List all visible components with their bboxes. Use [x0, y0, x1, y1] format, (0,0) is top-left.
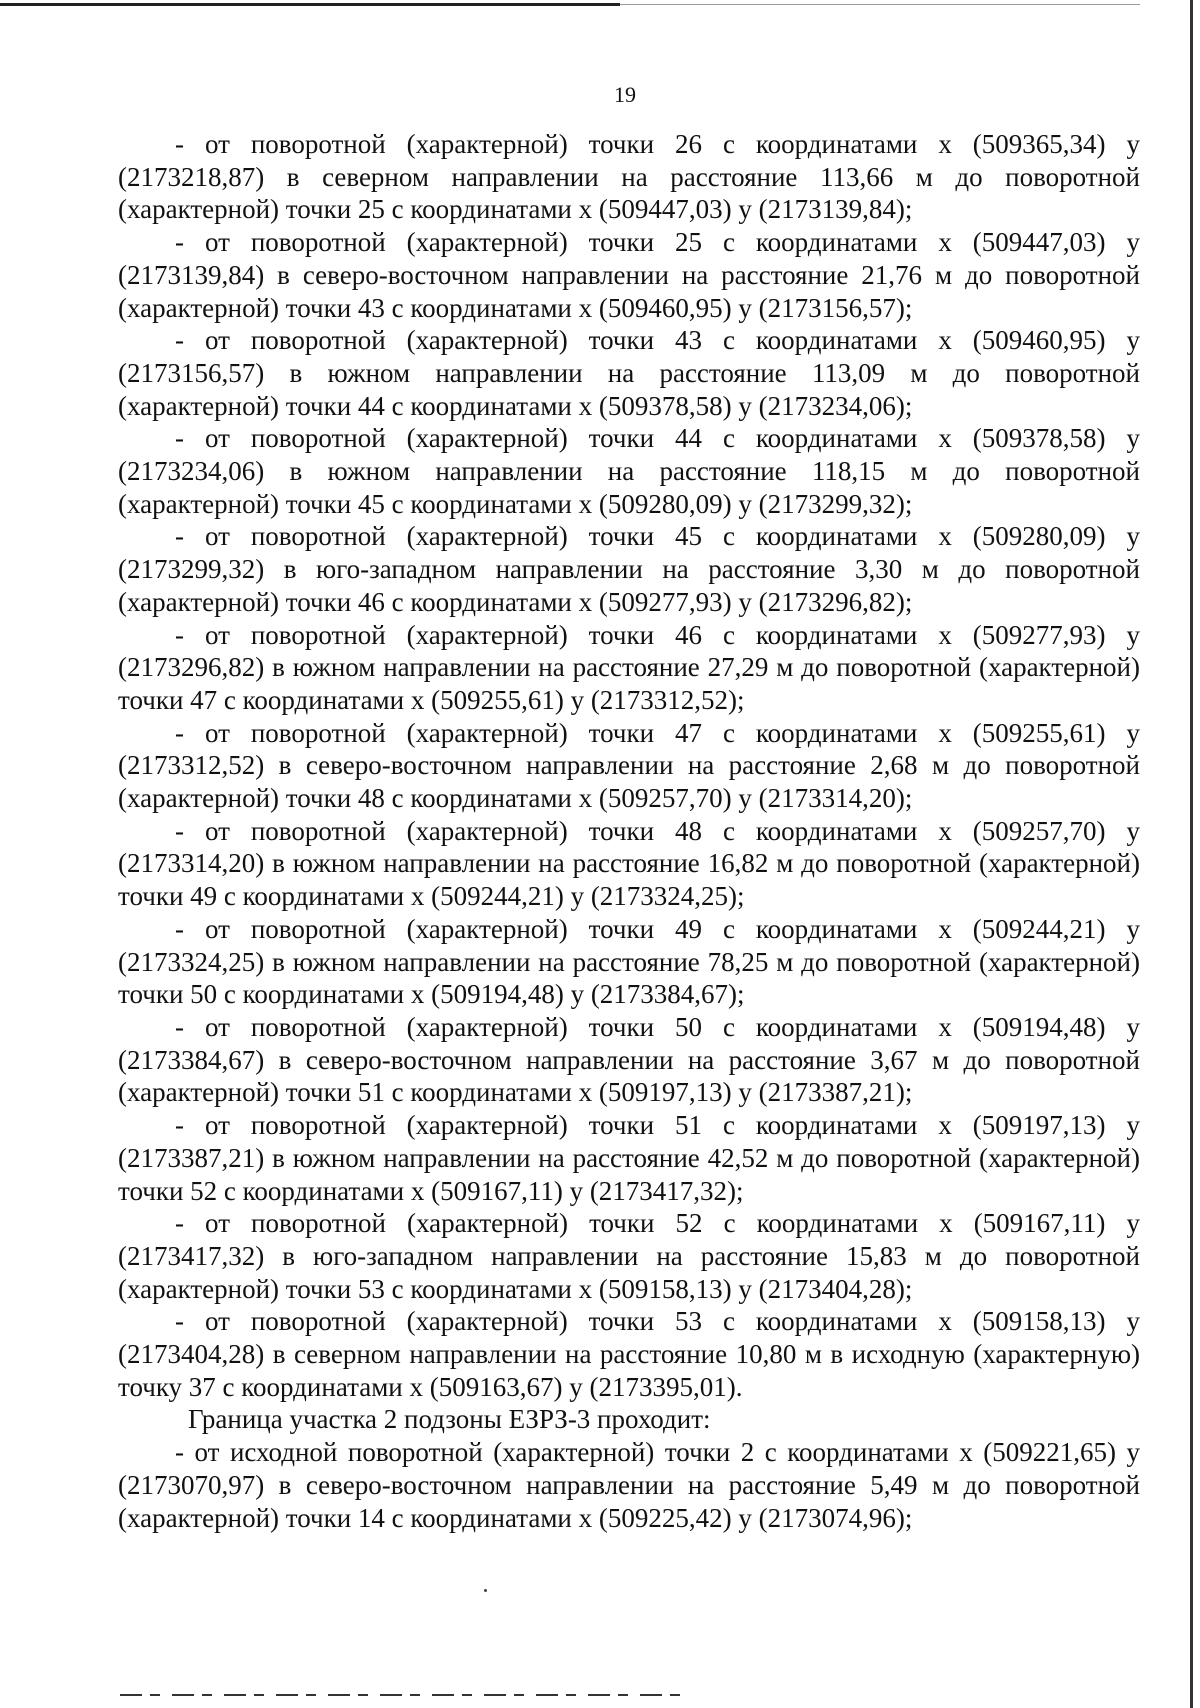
boundary-segment-47-48: - от поворотной (характерной) точки 47 с координатами x (509255,61) y (2173312,52) в северо-восточном направлении на расстояние 2,68 м до поворотной (характерной) точки 48 с координатами x (509257,70) y (2173314,20); [118, 717, 1140, 814]
boundary-segment-25-43: - от поворотной (характерной) точки 25 с координатами x (509447,03) y (2173139,84) в северо-восточном направлении на расстояние 21,76 м до поворотной (характерной) точки 43 с координатами x (509460,95) y (2173156,57); [118, 227, 1140, 323]
boundary-segment-26-25: - от поворотной (характерной) точки 26 с координатами x (509365,34) y (2173218,87) в северном направлении на расстояние 113,66 м до поворотной (характерной) точки 25 с координатами x (509447,03) y (2173139,84); [118, 129, 1140, 225]
boundary-segment-51-52: - от поворотной (характерной) точки 51 с координатами x (509197,13) y (2173387,21) в южном направлении на расстояние 42,52 м до поворотной (характерной) точки 52 с координатами x (509167,11) y (2173417,32); [118, 1110, 1140, 1206]
scan-edge-bottom [120, 1694, 680, 1696]
scan-speck [484, 1589, 487, 1592]
boundary-segment-43-44: - от поворотной (характерной) точки 43 с координатами x (509460,95) y (2173156,57) в южном направлении на расстояние 113,09 м до поворотной (характерной) точки 44 с координатами x (509378,58) y (2173234,06); [118, 325, 1140, 421]
scan-edge-top [0, 3, 620, 6]
boundary-segment-50-51: - от поворотной (характерной) точки 50 с координатами x (509194,48) y (2173384,67) в северо-восточном направлении на расстояние 3,67 м до поворотной (характерной) точки 51 с координатами x (509197,13) y (2173387,21); [118, 1011, 1140, 1108]
boundary-segment-53-37: - от поворотной (характерной) точки 53 с координатами x (509158,13) y (2173404,28) в северном направлении на расстояние 10,80 м в исходную (характерную) точку 37 с координатами x (509163,67) y (2173395,01). [118, 1306, 1140, 1402]
boundary-segment-49-50: - от поворотной (характерной) точки 49 с координатами x (509244,21) y (2173324,25) в южном направлении на расстояние 78,25 м до поворотной (характерной) точки 50 с координатами x (509194,48) y (2173384,67); [118, 913, 1140, 1010]
boundary-segment-2-14: - от исходной поворотной (характерной) точки 2 с координатами x (509221,65) y (2173070,97) в северо-восточном направлении на расстояние 5,49 м до поворотной (характерной) точки 14 с координатами x (509225,42) y (2173074,96); [118, 1437, 1140, 1533]
boundary-segment-44-45: - от поворотной (характерной) точки 44 с координатами x (509378,58) y (2173234,06) в южном направлении на расстояние 118,15 м до поворотной (характерной) точки 45 с координатами x (509280,09) y (2173299,32); [118, 423, 1140, 519]
page-number: 19 [614, 82, 636, 107]
boundary-segment-46-47: - от поворотной (характерной) точки 46 с координатами x (509277,93) y (2173296,82) в южном направлении на расстояние 27,29 м до поворотной (характерной) точки 47 с координатами x (509255,61) y (2173312,52); [118, 619, 1140, 715]
section-heading: Граница участка 2 подзоны ЕЗРЗ-3 проходит: [188, 1404, 711, 1435]
scan-edge-right [1190, 0, 1193, 1708]
scan-edge-top-thin [620, 4, 1140, 5]
document-body [118, 128, 1140, 1534]
boundary-segment-52-53: - от поворотной (характерной) точки 52 с координатами x (509167,11) y (2173417,32) в юго-западном направлении на расстояние 15,83 м до поворотной (характерной) точки 53 с координатами x (509158,13) y (2173404,28); [118, 1208, 1140, 1304]
boundary-segment-45-46: - от поворотной (характерной) точки 45 с координатами x (509280,09) y (2173299,32) в юго-западном направлении на расстояние 3,30 м до поворотной (характерной) точки 46 с координатами x (509277,93) y (2173296,82); [118, 521, 1140, 617]
boundary-segment-48-49: - от поворотной (характерной) точки 48 с координатами x (509257,70) y (2173314,20) в южном направлении на расстояние 16,82 м до поворотной (характерной) точки 49 с координатами x (509244,21) y (2173324,25); [118, 815, 1140, 912]
